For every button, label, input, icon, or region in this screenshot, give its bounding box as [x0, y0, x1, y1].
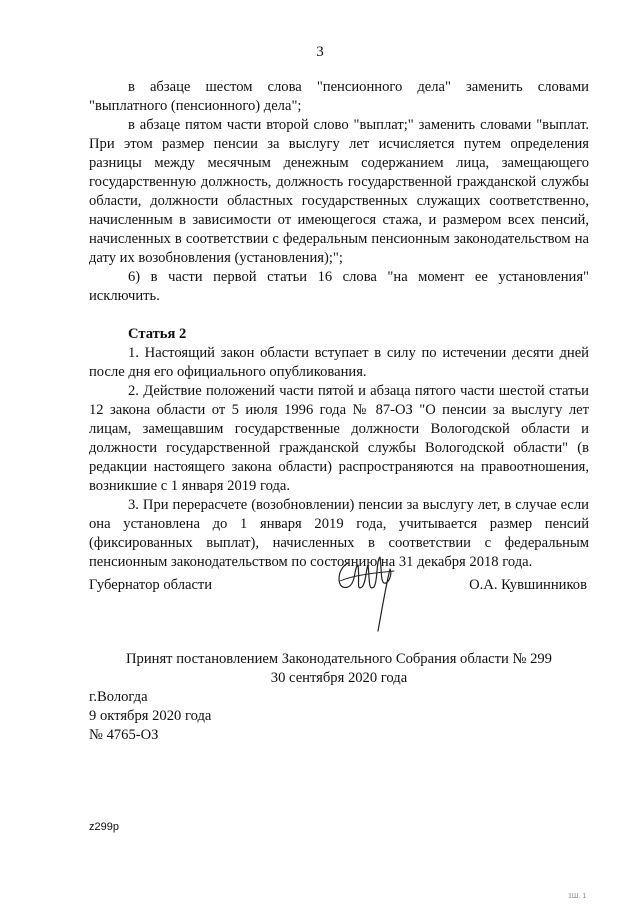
- signatory-position: Губернатор области: [89, 577, 213, 593]
- signatory-name: О.А. Кувшинников: [469, 577, 587, 593]
- article-heading: Статья 2: [128, 326, 187, 342]
- article-item-1: 1. Настоящий закон области вступает в силу по истечении десяти дней после дня его официального опубликования.: [89, 345, 589, 380]
- adoption-note: [89, 650, 589, 688]
- page-number: 3: [316, 44, 324, 60]
- corner-mark: 1Ш. 1: [568, 893, 587, 900]
- handwritten-signature-icon: [334, 551, 404, 635]
- document-body: [89, 78, 589, 572]
- signing-date: 9 октября 2020 года: [89, 708, 212, 724]
- paragraph-amend-16: 6) в части первой статьи 16 слова "на момент ее установления" исключить.: [89, 269, 589, 304]
- article-item-3: 3. При перерасчете (возобновлении) пенсии за выслугу лет, в случае если она установлена до 1 января 2019 года, учитывается размер пенсий (фиксированных выплат), начисленных в соответствии с федеральным пенсионным законодательством по состоянию на 31 декабря 2018 года.: [89, 497, 589, 570]
- paragraph-amend-5: в абзаце пятом части второй слово "выплат;" заменить словами "выплат. При этом размер пенсии за выслугу лет исчисляется путем определения разницы между месячным денежным содержанием лица, замещающего государственную должность, должность государственной гражданской службы области, должности областных государственных служащих соответственно, начисленным в зависимости от имеющегося стажа, и размером всех пенсий, начисленных в соответствии с федеральным пенсионным законодательством на дату их возобновления (установления);";: [89, 117, 589, 266]
- document-code: z299р: [89, 821, 119, 833]
- law-number: № 4765-ОЗ: [89, 727, 159, 743]
- spacer: [89, 306, 589, 325]
- adoption-line-1: Принят постановлением Законодательного Собрания области № 299: [126, 651, 552, 667]
- place-and-date: [89, 688, 211, 745]
- adoption-line-2: 30 сентября 2020 года: [270, 670, 408, 686]
- article-item-2: 2. Действие положений части пятой и абзаца пятого части шестой статьи 12 закона области от 5 июля 1996 года № 87-ОЗ "О пенсии за выслугу лет лицам, замещавшим государственные должности Вологодской области и должности государственной гражданской службы Вологодской области" (в редакции настоящего закона области) распространяются на правоотношения, возникшие с 1 января 2019 года.: [89, 383, 589, 494]
- city: г.Вологда: [89, 689, 148, 705]
- paragraph-amend-6: в абзаце шестом слова "пенсионного дела" заменить словами "выплатного (пенсионного) дела";: [89, 79, 589, 114]
